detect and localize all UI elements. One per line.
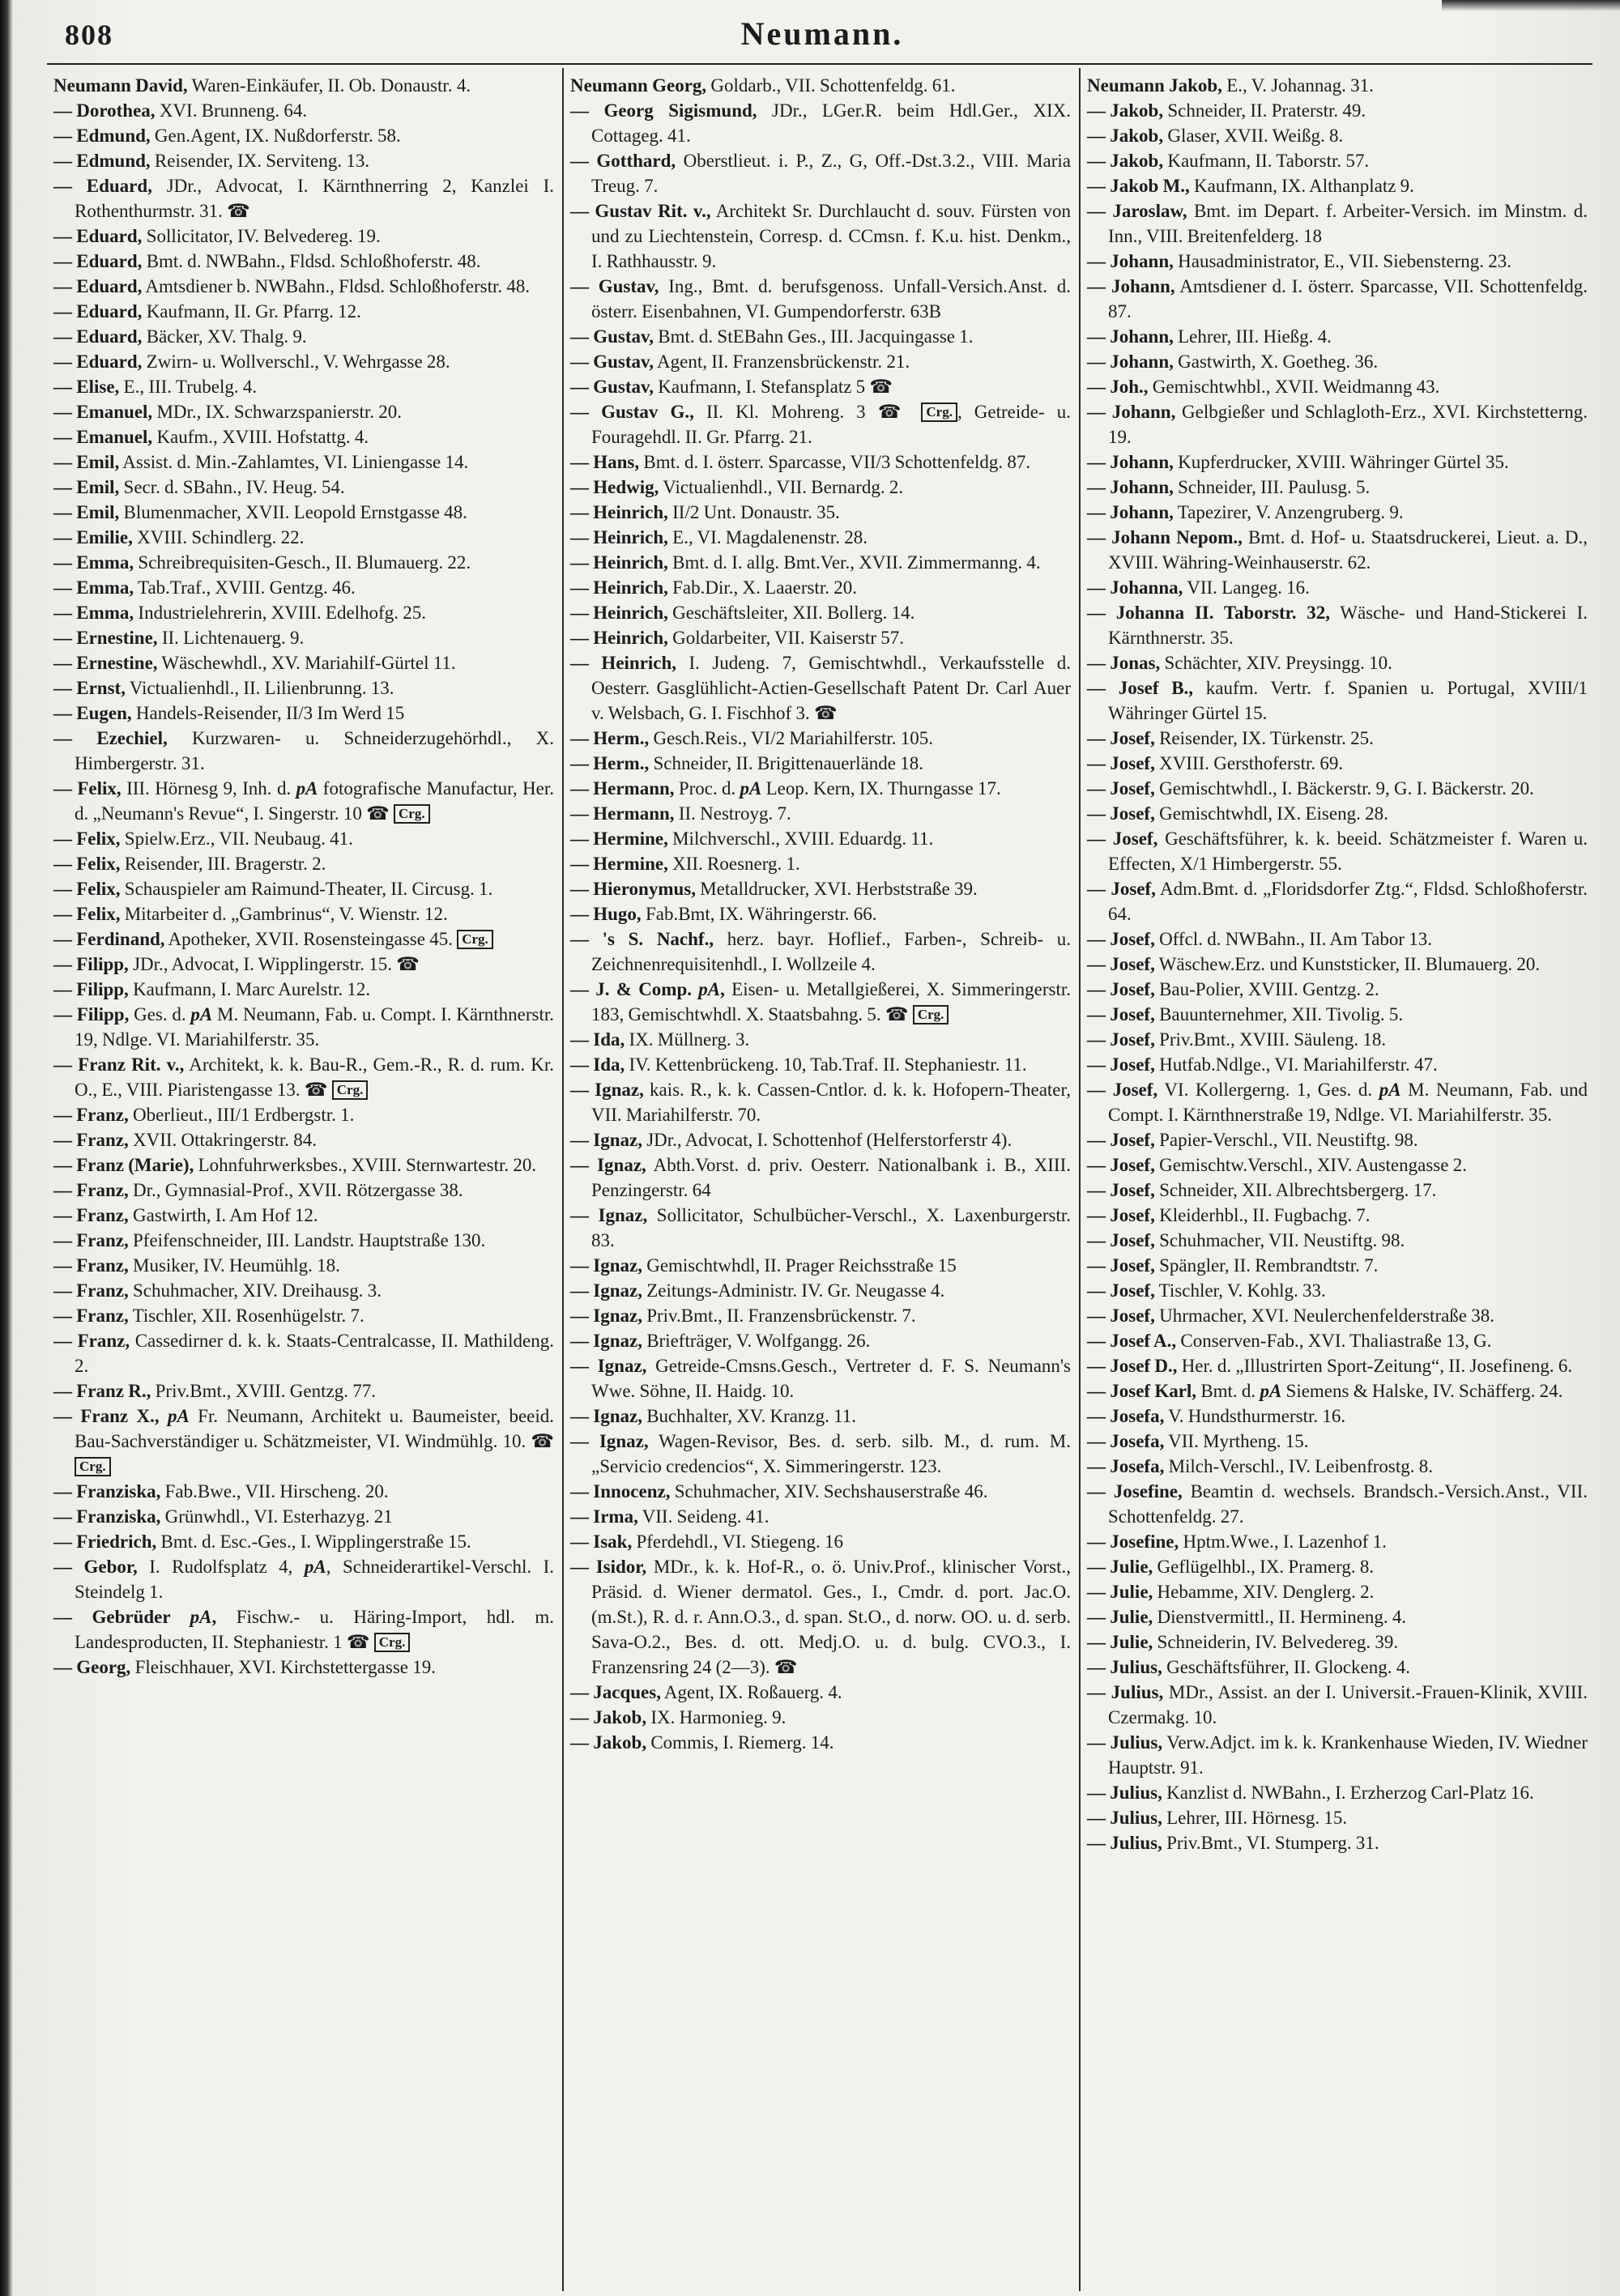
firm-mark: pA (167, 1406, 190, 1426)
directory-entry: — Eduard, Amtsdiener b. NWBahn., Fldsd. Schloßhoferstr. 48. (53, 276, 531, 296)
directory-entry: — Johann, Hausadministrator, E., VII. Siebensterng. 23. (1087, 251, 1511, 271)
directory-entry: Neumann Jakob, E., V. Johannag. 31. (1087, 75, 1374, 96)
directory-entry: — Hermann, II. Nestroyg. 7. (570, 803, 791, 824)
firm-mark: pA (304, 1557, 326, 1577)
directory-entry: — Julius, Priv.Bmt., VI. Stumperg. 31. (1087, 1833, 1379, 1853)
directory-entry: — Elise, E., III. Trubelg. 4. (53, 377, 258, 397)
directory-entry: — Emma, Industrielehrerin, XVIII. Edelhofg. 25. (53, 603, 426, 623)
directory-entry: — Georg, Fleischhauer, XVI. Kirchstettergasse 19. (53, 1657, 437, 1677)
directory-entry: — Johann, Lehrer, III. Hießg. 4. (1087, 326, 1332, 347)
directory-entry: — Josef Karl, Bmt. d. pA Siemens & Halske, IV. Schäfferg. 24. (1087, 1381, 1563, 1401)
directory-entry: — Ignaz, Sollicitator, Schulbücher-Verschl., X. Laxenburgerstr. 83. (570, 1205, 1071, 1250)
directory-entry: — Gustav, Bmt. d. StEBahn Ges., III. Jacquingasse 1. (570, 326, 974, 347)
directory-entry: — Ignaz, JDr., Advocat, I. Schottenhof (Helferstorferstr 4). (570, 1130, 1013, 1150)
directory-entry: — Ida, IX. Müllnerg. 3. (570, 1029, 750, 1050)
directory-entry: — Isidor, MDr., k. k. Hof-R., o. ö. Univ.Prof., klinischer Vorst., Präsid. d. Wiener dermatol. Ges., I., Cmdr. d. port. Jac.O. (m.St.), R. d. r. Ann.O.3., d. span. St.O., d. norw. OO. u. d. serb. Sava-O.2., Bes. d. ott. Medj.O. u. d. bulg. CVO.3., I. Franzensring 24 (2—3). ☎ (570, 1557, 1071, 1677)
directory-entry: — Emanuel, MDr., IX. Schwarzspanierstr. 20. (53, 402, 402, 422)
directory-entry: — J. & Comp. pA, Eisen- u. Metallgießerei, X. Simmeringerstr. 183, Gemischtwhdl. X. Staatsbahng. 5. ☎ Crg. (570, 979, 1071, 1024)
directory-entry: — Johann, Schneider, III. Paulusg. 5. (1087, 477, 1371, 497)
directory-entry: — Gotthard, Oberstlieut. i. P., Z., G, Off.-Dst.3.2., VIII. Maria Treug. 7. (570, 151, 1071, 196)
boxed-label: Crg. (457, 930, 493, 949)
directory-entry: — Josef, Papier-Verschl., VII. Neustiftg. 98. (1087, 1130, 1418, 1150)
directory-entry: — Franz, Cassedirner d. k. k. Staats-Centralcasse, II. Mathildeng. 2. (53, 1331, 554, 1376)
boxed-label: Crg. (75, 1457, 111, 1476)
directory-entry: — Josef, Gemischtw.Verschl., XIV. Austengasse 2. (1087, 1155, 1467, 1175)
directory-entry: — Jakob, Kaufmann, II. Taborstr. 57. (1087, 151, 1370, 171)
directory-entry: — Josef, Hutfab.Ndlge., VI. Mariahilferstr. 47. (1087, 1054, 1438, 1075)
directory-entry: — Franziska, Fab.Bwe., VII. Hirscheng. 20. (53, 1481, 389, 1502)
directory-entry: — Josef, Tischler, V. Kohlg. 33. (1087, 1280, 1326, 1301)
directory-entry: — Johann, Gelbgießer und Schlagloth-Erz., XVI. Kirchstetterng. 19. (1087, 402, 1588, 447)
directory-entry: — Ignaz, kais. R., k. k. Cassen-Cntlor. d. k. k. Hofopern-Theater, VII. Mariahilferstr. 70. (570, 1080, 1072, 1125)
directory-entry: — Eduard, Zwirn- u. Wollverschl., V. Wehrgasse 28. (53, 351, 450, 372)
directory-entry: — Edmund, Reisender, IX. Serviteng. 13. (53, 151, 370, 171)
boxed-label: Crg. (921, 403, 957, 422)
directory-entry: — Ernestine, Wäschewhdl., XV. Mariahilf-Gürtel 11. (53, 653, 456, 673)
directory-entry: — Emma, Schreibrequisiten-Gesch., II. Blumauerg. 22. (53, 552, 471, 573)
directory-entry: — Johann, Tapezirer, V. Anzengruberg. 9. (1087, 502, 1404, 522)
directory-entry: — Josef, Kleiderhbl., II. Fugbachg. 7. (1087, 1205, 1371, 1225)
directory-entry: — Ernst, Victualienhdl., II. Lilienbrunng. 13. (53, 678, 394, 698)
directory-entry: — Felix, III. Hörnesg 9, Inh. d. pA fotografische Manufactur, Her. d. „Neumann's Revue“, I. Singerstr. 10 ☎ Crg. (53, 778, 554, 824)
directory-entry: — Josef, VI. Kollergerng. 1, Ges. d. pA M. Neumann, Fab. und Compt. I. Kärnthnerstraße 19, Ndlge. VI. Mariahilferstr. 35. (1087, 1080, 1588, 1125)
directory-entry: — Franz R., Priv.Bmt., XVIII. Gentzg. 77. (53, 1381, 376, 1401)
directory-entry: — Gustav G., II. Kl. Mohreng. 3 ☎ Crg. , Getreide- u. Fouragehdl. II. Gr. Pfarrg. 21. (570, 402, 1071, 447)
directory-entry: — Franz, Pfeifenschneider, III. Landstr. Hauptstraße 130. (53, 1230, 486, 1250)
directory-entry: — Franz, Musiker, IV. Heumühlg. 18. (53, 1255, 340, 1276)
directory-entry: — Julie, Geflügelhbl., IX. Pramerg. 8. (1087, 1557, 1375, 1577)
boxed-label: Crg. (374, 1633, 411, 1652)
directory-entry: — Josef, Geschäftsführer, k. k. beeid. Schätzmeister f. Waren u. Effecten, X/1 Himbergerstr. 55. (1087, 829, 1588, 874)
directory-entry: — Ernestine, II. Lichtenauerg. 9. (53, 628, 305, 648)
directory-entry: — Gustav Rit. v., Architekt Sr. Durchlaucht d. souv. Fürsten von und zu Liechtenstein, Corresp. d. CCmsn. f. K.u. hist. Denkm., I. Rathhausstr. 9. (570, 201, 1071, 271)
column-1 (47, 68, 562, 2291)
directory-entry: — Heinrich, I. Judeng. 7, Gemischtwhdl., Verkaufsstelle d. Oesterr. Gasglühlicht-Actien-Gesellschaft Patent Dr. Carl Auer v. Welsbach, G. I. Fischhof 3. ☎ (570, 653, 1071, 723)
directory-entry: — Jacques, Agent, IX. Roßauerg. 4. (570, 1682, 842, 1702)
directory-entry: — Hermine, Milchverschl., XVIII. Eduardg. 11. (570, 829, 934, 849)
directory-entry: — Heinrich, Bmt. d. I. allg. Bmt.Ver., XVII. Zimmermanng. 4. (570, 552, 1041, 573)
directory-entry: — Gebrüder pA, Fischw.- u. Häring-Import, hdl. m. Landesproducten, II. Stephaniestr. 1 ☎ Crg. (53, 1607, 554, 1652)
directory-entry: — Friedrich, Bmt. d. Esc.-Ges., I. Wipplingerstraße 15. (53, 1531, 471, 1552)
directory-entry: — Dorothea, XVI. Brunneng. 64. (53, 100, 308, 121)
column-2 (564, 68, 1079, 2291)
directory-entry: — Josef, Uhrmacher, XVI. Neulerchenfelderstraße 38. (1087, 1306, 1495, 1326)
directory-entry: — Ignaz, Briefträger, V. Wolfgangg. 26. (570, 1331, 871, 1351)
scan-edge-left (0, 0, 13, 2296)
directory-entry: — Hermann, Proc. d. pA Leop. Kern, IX. Thurngasse 17. (570, 778, 1001, 799)
directory-entry: — Johann, Amtsdiener d. I. österr. Sparcasse, VII. Schottenfeldg. 87. (1087, 276, 1588, 322)
directory-entry: — Franz, Oberlieut., III/1 Erdbergstr. 1. (53, 1105, 355, 1125)
directory-entry: — Josefa, V. Hundsthurmerstr. 16. (1087, 1406, 1346, 1426)
directory-entry: — Herm., Schneider, II. Brigittenauerlände 18. (570, 753, 923, 773)
directory-entry: — Josef, Priv.Bmt., XVIII. Säuleng. 18. (1087, 1029, 1387, 1050)
firm-mark: pA (740, 778, 762, 799)
directory-entry: — Heinrich, Goldarbeiter, VII. Kaiserstr 57. (570, 628, 904, 648)
directory-entry: — Josef, Wäschew.Erz. und Kunststicker, II. Blumauerg. 20. (1087, 954, 1541, 974)
page-header-row (57, 13, 1588, 55)
directory-entry: — Filipp, Kaufmann, I. Marc Aurelstr. 12. (53, 979, 371, 999)
directory-entry: — Ignaz, Priv.Bmt., II. Franzensbrückenstr. 7. (570, 1306, 916, 1326)
directory-entry: — Josef, XVIII. Gersthoferstr. 69. (1087, 753, 1344, 773)
directory-entry: — Ignaz, Buchhalter, XV. Kranzg. 11. (570, 1406, 857, 1426)
directory-entry: — Josef, Adm.Bmt. d. „Floridsdorfer Ztg.“, Fldsd. Schloßhoferstr. 64. (1087, 879, 1588, 924)
directory-entry: — Emil, Blumenmacher, XVII. Leopold Ernstgasse 48. (53, 502, 467, 522)
directory-entry: — Franz, Tischler, XII. Rosenhügelstr. 7. (53, 1306, 364, 1326)
header-rule (47, 63, 1592, 65)
directory-entry: — Julie, Hebamme, XIV. Denglerg. 2. (1087, 1582, 1375, 1602)
directory-entry: — Gebor, I. Rudolfsplatz 4, pA, Schneiderartikel-Verschl. I. Steindelg 1. (53, 1557, 554, 1602)
directory-entry: — Josefine, Hptm.Wwe., I. Lazenhof 1. (1087, 1531, 1387, 1552)
directory-entry: — Ignaz, Abth.Vorst. d. priv. Oesterr. Nationalbank i. B., XIII. Penzingerstr. 64 (570, 1155, 1071, 1200)
directory-entry: — Eduard, Bmt. d. NWBahn., Fldsd. Schloßhoferstr. 48. (53, 251, 481, 271)
boxed-label: Crg. (913, 1005, 949, 1024)
directory-entry: — Eugen, Handels-Reisender, II/3 Im Werd 15 (53, 703, 405, 723)
page-number: 808 (65, 19, 113, 51)
directory-entry: — Isak, Pferdehdl., VI. Stiegeng. 16 (570, 1531, 843, 1552)
firm-mark: pA (296, 778, 318, 799)
directory-entry: — Ignaz, Zeitungs-Administr. IV. Gr. Neugasse 4. (570, 1280, 945, 1301)
directory-entry: — Johanna, VII. Langeg. 16. (1087, 577, 1310, 598)
directory-entry: — Gustav, Kaufmann, I. Stefansplatz 5 ☎ (570, 377, 893, 397)
directory-entry: — Julius, Kanzlist d. NWBahn., I. Erzherzog Carl-Platz 16. (1087, 1783, 1534, 1803)
directory-entry: — Eduard, Sollicitator, IV. Belvedereg. 19. (53, 226, 381, 246)
directory-entry: — Gustav, Agent, II. Franzensbrückenstr. 21. (570, 351, 910, 372)
directory-entry: — Irma, VII. Seideng. 41. (570, 1506, 770, 1527)
scan-edge-top-right (1442, 0, 1620, 11)
directory-entry: — Emma, Tab.Traf., XVIII. Gentzg. 46. (53, 577, 356, 598)
directory-entry: — Josef, Schuhmacher, VII. Neustiftg. 98. (1087, 1230, 1405, 1250)
directory-entry: — Josef, Schneider, XII. Albrechtsbergerg. 17. (1087, 1180, 1437, 1200)
directory-entry: Neumann David, Waren-Einkäufer, II. Ob. Donaustr. 4. (53, 75, 471, 96)
directory-entry: — Jakob, Commis, I. Riemerg. 14. (570, 1732, 834, 1753)
directory-entry: — Franz X., pA Fr. Neumann, Architekt u. Baumeister, beeid. Bau-Sachverständiger u. Schätzmeister, VI. Windmühlg. 10. ☎ Crg. (53, 1404, 554, 1479)
directory-entry: — Josef, Bau-Polier, XVIII. Gentzg. 2. (1087, 979, 1379, 999)
directory-entry: — Jaroslaw, Bmt. im Depart. f. Arbeiter-Versich. im Minstm. d. Inn., VIII. Breitenfelderg. 18 (1087, 201, 1588, 246)
directory-entry: — Franz, Dr., Gymnasial-Prof., XVII. Rötzergasse 38. (53, 1180, 463, 1200)
directory-entry: — Ignaz, Gemischtwhdl, II. Prager Reichsstraße 15 (570, 1255, 957, 1276)
directory-entry: — Julius, Geschäftsführer, II. Glockeng. 4. (1087, 1657, 1411, 1677)
firm-mark: pA (190, 1004, 213, 1024)
directory-entry: — Jakob, Schneider, II. Praterstr. 49. (1087, 100, 1366, 121)
directory-entry: — Eduard, JDr., Advocat, I. Kärnthnerring 2, Kanzlei I. Rothenthurmstr. 31. ☎ (53, 176, 554, 221)
directory-entry: — Emilie, XVIII. Schindlerg. 22. (53, 527, 305, 547)
directory-entry: — Franz, XVII. Ottakringerstr. 84. (53, 1130, 318, 1150)
directory-entry: — Heinrich, II/2 Unt. Donaustr. 35. (570, 502, 840, 522)
directory-entry: — Eduard, Kaufmann, II. Gr. Pfarrg. 12. (53, 301, 361, 322)
directory-entry: — Innocenz, Schuhmacher, XIV. Sechshauserstraße 46. (570, 1481, 988, 1502)
directory-entry: — Heinrich, Geschäftsleiter, XII. Bollerg. 14. (570, 603, 915, 623)
directory-entry: — Ignaz, Wagen-Revisor, Bes. d. serb. silb. M., d. rum. M. „Servicio credencios“, X. Simmeringerstr. 123. (570, 1431, 1072, 1476)
directory-entry: — Josef, Gemischtwhdl., I. Bäckerstr. 9, G. I. Bäckerstr. 20. (1087, 778, 1534, 799)
directory-entry: — Franz (Marie), Lohnfuhrwerksbes., XVIII. Sternwartestr. 20. (53, 1155, 537, 1175)
directory-entry: — Felix, Mitarbeiter d. „Gambrinus“, V. Wienstr. 12. (53, 904, 448, 924)
directory-entry: Neumann Georg, Goldarb., VII. Schottenfeldg. 61. (570, 75, 956, 96)
directory-entry: — Herm., Gesch.Reis., VI/2 Mariahilferstr. 105. (570, 728, 934, 748)
directory-entry: — Jonas, Schächter, XIV. Preysingg. 10. (1087, 653, 1392, 673)
directory-entry: — Ferdinand, Apotheker, XVII. Rosensteingasse 45. Crg. (53, 926, 554, 952)
directory-entry: — Josef A., Conserven-Fab., XVI. Thaliastraße 13, G. (1087, 1331, 1492, 1351)
directory-entry: — Franziska, Grünwhdl., VI. Esterhazyg. 21 (53, 1506, 393, 1527)
directory-entry: — Josef D., Her. d. „Illustrirten Sport-Zeitung“, II. Josefineng. 6. (1087, 1356, 1573, 1376)
directory-entry: — Julius, MDr., Assist. an der I. Universit.-Frauen-Klinik, XVIII. Czermakg. 10. (1087, 1682, 1588, 1727)
firm-mark: pA (190, 1607, 212, 1627)
directory-entry: — Franz, Schuhmacher, XIV. Dreihausg. 3. (53, 1280, 382, 1301)
directory-entry: — Eduard, Bäcker, XV. Thalg. 9. (53, 326, 307, 347)
directory-entry: — Josef, Reisender, IX. Türkenstr. 25. (1087, 728, 1374, 748)
directory-entry: — Edmund, Gen.Agent, IX. Nußdorferstr. 58. (53, 126, 401, 146)
directory-entry: — Emil, Secr. d. SBahn., IV. Heug. 54. (53, 477, 345, 497)
directory-entry: — Julie, Schneiderin, IV. Belvedereg. 39. (1087, 1632, 1399, 1652)
directory-entry: — Franz Rit. v., Architekt, k. k. Bau-R., Gem.-R., R. d. rum. Kr. O., E., VIII. Piaristengasse 13. ☎ Crg. (53, 1054, 554, 1100)
directory-entry: — Hans, Bmt. d. I. österr. Sparcasse, VII/3 Schottenfeldg. 87. (570, 452, 1031, 472)
directory-entry: — Felix, Spielw.Erz., VII. Neubaug. 41. (53, 829, 353, 849)
directory-entry: — Filipp, JDr., Advocat, I. Wipplingerstr. 15. ☎ (53, 954, 420, 974)
page-title: Neumann. (740, 15, 904, 52)
directory-entry: — Josefa, VII. Myrtheng. 15. (1087, 1431, 1309, 1451)
directory-entry: — 's S. Nachf., herz. bayr. Hoflief., Farben-, Schreib- u. Zeichnenrequisitenhdl., I. Wollzeile 4. (570, 929, 1071, 974)
directory-entry: — Johanna II. Taborstr. 32, Wäsche- und Hand-Stickerei I. Kärnthnerstr. 35. (1087, 603, 1588, 648)
directory-entry: — Joh., Gemischtwhbl., XVII. Weidmanng 43. (1087, 377, 1440, 397)
directory-entry: — Jakob M., Kaufmann, IX. Althanplatz 9. (1087, 176, 1414, 196)
directory-entry: — Josef, Bauunternehmer, XII. Tivolig. 5. (1087, 1004, 1404, 1024)
directory-entry: — Felix, Reisender, III. Bragerstr. 2. (53, 854, 326, 874)
directory-entry: — Jakob, Glaser, XVII. Weißg. 8. (1087, 126, 1344, 146)
directory-entry: — Josef, Spängler, II. Rembrandtstr. 7. (1087, 1255, 1379, 1276)
boxed-label: Crg. (394, 804, 430, 824)
directory-entry: — Josef B., kaufm. Vertr. f. Spanien u. Portugal, XVIII/1 Währinger Gürtel 15. (1087, 678, 1588, 723)
directory-entry: — Johann, Kupferdrucker, XVIII. Währinger Gürtel 35. (1087, 452, 1509, 472)
directory-entry: — Hieronymus, Metalldrucker, XVI. Herbststraße 39. (570, 879, 978, 899)
directory-entry: — Emil, Assist. d. Min.-Zahlamtes, VI. Liniengasse 14. (53, 452, 469, 472)
directory-entry: — Josefa, Milch-Verschl., IV. Leibenfrostg. 8. (1087, 1456, 1433, 1476)
directory-entry: — Julius, Lehrer, III. Hörnesg. 15. (1087, 1808, 1348, 1828)
directory-entry: — Heinrich, Fab.Dir., X. Laaerstr. 20. (570, 577, 857, 598)
directory-entry: — Gustav, Ing., Bmt. d. berufsgenoss. Unfall-Versich.Anst. d. österr. Eisenbahnen, VI. Gumpendorferstr. 63B (570, 276, 1071, 322)
directory-entry: — Filipp, Ges. d. pA M. Neumann, Fab. u. Compt. I. Kärnthnerstr. 19, Ndlge. VI. Mariahilferstr. 35. (53, 1004, 554, 1050)
directory-entry: — Emanuel, Kaufm., XVIII. Hofstattg. 4. (53, 427, 369, 447)
directory-entry: — Julius, Verw.Adjct. im k. k. Krankenhause Wieden, IV. Wiedner Hauptstr. 91. (1087, 1732, 1588, 1778)
directory-entry: — Josefine, Beamtin d. wechsels. Brandsch.-Versich.Anst., VII. Schottenfeldg. 27. (1087, 1481, 1588, 1527)
directory-entry: — Franz, Gastwirth, I. Am Hof 12. (53, 1205, 318, 1225)
firm-mark: pA (1260, 1381, 1282, 1401)
directory-entry: — Josef, Offcl. d. NWBahn., II. Am Tabor 13. (1087, 929, 1433, 949)
column-3 (1081, 68, 1596, 2291)
directory-entry: — Jakob, IX. Harmonieg. 9. (570, 1707, 787, 1727)
directory-entry: — Ignaz, Getreide-Cmsns.Gesch., Vertreter d. F. S. Neumann's Wwe. Söhne, II. Haidg. 10. (570, 1356, 1072, 1401)
directory-entry: — Johann Nepom., Bmt. d. Hof- u. Staatsdruckerei, Lieut. a. D., XVIII. Währing-Weinhauserstr. 62. (1087, 527, 1588, 573)
directory-entry: — Josef, Gemischtwhdl, IX. Eiseng. 28. (1087, 803, 1388, 824)
directory-entry: — Hedwig, Victualienhdl., VII. Bernardg. 2. (570, 477, 904, 497)
firm-mark: pA (1379, 1080, 1401, 1100)
directory-entry: — Ezechiel, Kurzwaren- u. Schneiderzugehörhdl., X. Himbergerstr. 31. (53, 728, 554, 773)
directory-entry: — Felix, Schauspieler am Raimund-Theater, II. Circusg. 1. (53, 879, 493, 899)
firm-mark: pA (698, 979, 721, 999)
directory-entry: — Johann, Gastwirth, X. Goetheg. 36. (1087, 351, 1379, 372)
directory-entry: — Heinrich, E., VI. Magdalenenstr. 28. (570, 527, 868, 547)
directory-entry: — Hermine, XII. Roesnerg. 1. (570, 854, 800, 874)
directory-entry: — Georg Sigismund, JDr., LGer.R. beim Hdl.Ger., XIX. Cottageg. 41. (570, 100, 1071, 146)
directory-columns (47, 68, 1596, 2291)
directory-entry: — Julie, Dienstvermittl., II. Hermineng. 4. (1087, 1607, 1407, 1627)
boxed-label: Crg. (332, 1080, 369, 1100)
directory-entry: — Ida, IV. Kettenbrückeng. 10, Tab.Traf. II. Stephaniestr. 11. (570, 1054, 1027, 1075)
directory-entry: — Hugo, Fab.Bmt, IX. Währingerstr. 66. (570, 904, 877, 924)
